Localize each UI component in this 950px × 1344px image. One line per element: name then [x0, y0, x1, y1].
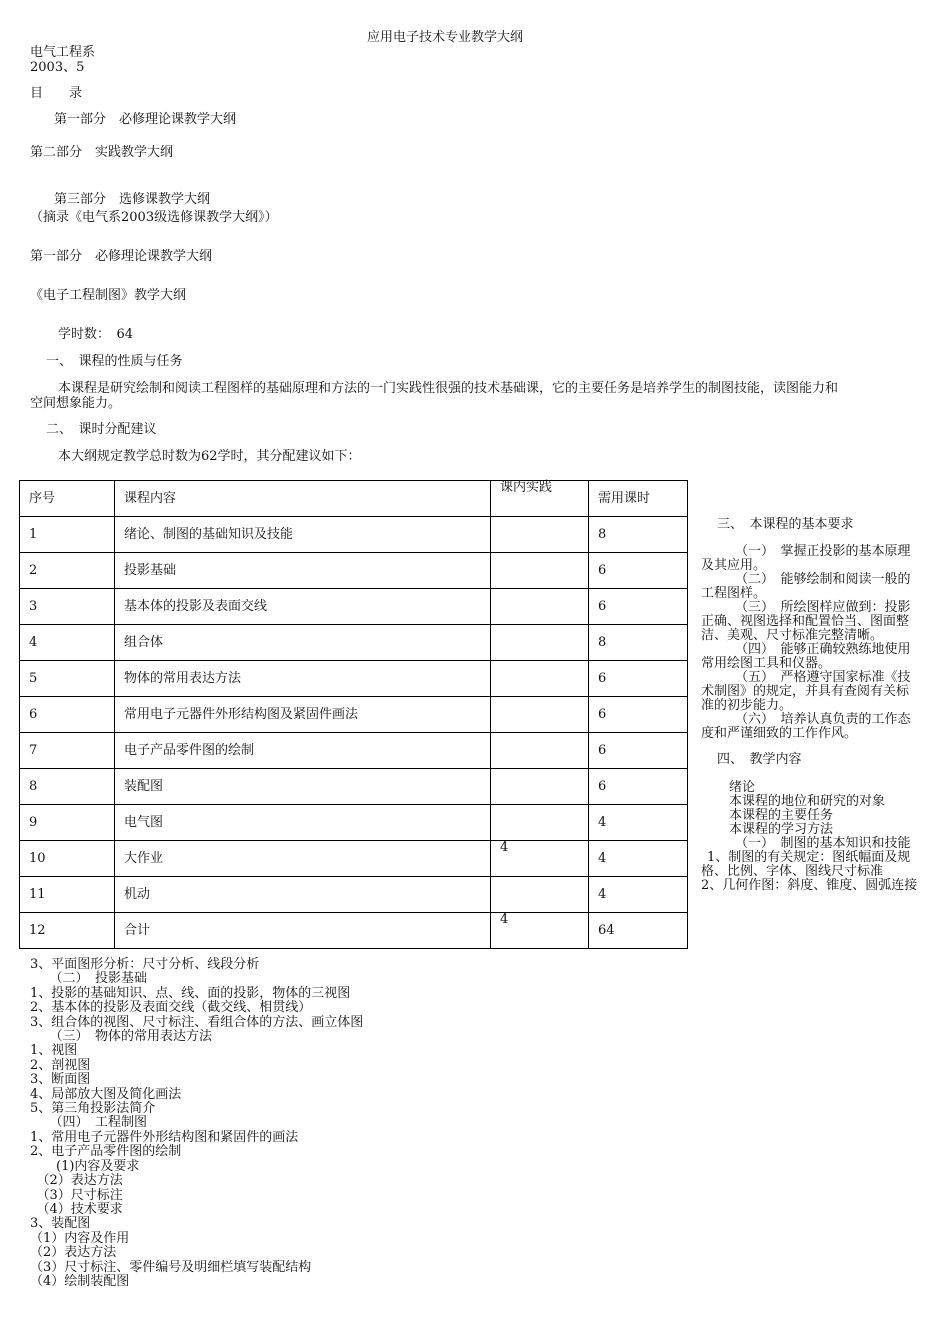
row-index: 9 — [20, 805, 115, 841]
requirement-item: （一） 掌握正投影的基本原理及其应用。 — [701, 544, 911, 573]
row-hours: 6 — [589, 661, 688, 697]
list-item: 2、电子产品零件图的绘制 — [30, 1144, 182, 1160]
row-practice — [491, 697, 589, 733]
row-practice — [491, 877, 589, 913]
table-row — [20, 625, 688, 661]
list-item: 3、组合体的视图、尺寸标注、看组合体的方法、画立体图 — [30, 1014, 364, 1030]
row-content: 合计 — [115, 913, 491, 949]
table-row — [20, 805, 688, 841]
section1-body-line1: 本课程是研究绘制和阅读工程图样的基础原理和方法的一门实践性很强的技术基础课，它的主要任务是培养学生的制图技能，读图能力和 — [58, 381, 839, 396]
list-item: （四） 工程制图 — [30, 1115, 148, 1131]
row-hours: 6 — [589, 769, 688, 805]
row-hours: 4 — [589, 877, 688, 913]
header-index: 序号 — [20, 481, 115, 517]
list-item: 4、局部放大图及简化画法 — [30, 1086, 182, 1102]
list-item: （4）技术要求 — [30, 1201, 123, 1217]
list-item: （二） 投影基础 — [30, 971, 148, 987]
list-item: （2）表达方法 — [30, 1245, 117, 1261]
row-index: 3 — [20, 589, 115, 625]
list-item: 2、基本体的投影及表面交线（截交线、相贯线） — [30, 1000, 312, 1016]
list-item: 1、常用电子元器件外形结构图和紧固件的画法 — [30, 1129, 299, 1145]
table-row — [20, 697, 688, 733]
requirement-item: （五） 严格遵守国家标准《技术制图》的规定，并具有查阅有关标准的初步能力。 — [701, 670, 911, 713]
requirement-item: （六） 培养认真负责的工作态度和严谨细致的工作作风。 — [701, 712, 911, 741]
row-hours: 4 — [589, 841, 688, 877]
intro-item: 本课程的主要任务 — [729, 808, 834, 823]
row-practice: 4 — [491, 913, 589, 949]
table-row — [20, 553, 688, 589]
section-part1-heading: 第一部分 必修理论课教学大纲 — [30, 249, 213, 264]
row-index: 7 — [20, 733, 115, 769]
row-hours: 8 — [589, 517, 688, 553]
toc-part1: 第一部分 必修理论课教学大纲 — [54, 112, 237, 127]
section1-body-line2: 空间想象能力。 — [30, 396, 122, 411]
row-index: 6 — [20, 697, 115, 733]
hours-allocation-table — [19, 480, 688, 949]
row-practice — [491, 769, 589, 805]
right-column — [701, 518, 919, 893]
row-practice — [491, 733, 589, 769]
list-item: （4）绘制装配图 — [30, 1273, 130, 1289]
table-header-row — [20, 481, 688, 517]
row-index: 4 — [20, 625, 115, 661]
row-index: 12 — [20, 913, 115, 949]
row-practice: 4 — [491, 841, 589, 877]
row-practice — [491, 661, 589, 697]
section1-heading: 一、 课程的性质与任务 — [46, 354, 183, 369]
row-index: 11 — [20, 877, 115, 913]
course-hours: 学时数： 64 — [58, 327, 134, 342]
intro-item: 本课程的学习方法 — [729, 822, 834, 837]
section2-heading: 二、 课时分配建议 — [46, 422, 157, 437]
list-item: 1、投影的基础知识、点、线、面的投影，物体的三视图 — [30, 985, 351, 1001]
list-item: （2）表达方法 — [30, 1173, 123, 1189]
row-hours: 6 — [589, 697, 688, 733]
table-row — [20, 769, 688, 805]
row-practice — [491, 553, 589, 589]
unit1-item: 1、制图的有关规定：图纸幅面及规格、比例、字体、图线尺寸标准 — [701, 850, 911, 879]
toc-part3: 第三部分 选修课教学大纲 — [54, 192, 211, 207]
row-practice — [491, 589, 589, 625]
section4-heading: 四、 教学内容 — [717, 752, 802, 767]
table-row — [20, 589, 688, 625]
list-item: 3、断面图 — [30, 1072, 91, 1088]
department: 电气工程系 — [30, 45, 96, 60]
requirement-item: （二） 能够绘制和阅读一般的工程图样。 — [701, 572, 911, 601]
table-row — [20, 877, 688, 913]
row-hours: 6 — [589, 589, 688, 625]
list-item: 1、视图 — [30, 1043, 78, 1059]
list-item: （3）尺寸标注 — [30, 1187, 123, 1203]
row-hours: 8 — [589, 625, 688, 661]
course-title: 《电子工程制图》教学大纲 — [30, 288, 187, 303]
row-content: 投影基础 — [115, 553, 491, 589]
row-content: 装配图 — [115, 769, 491, 805]
toc-part2: 第二部分 实践教学大纲 — [30, 145, 174, 160]
row-practice — [491, 625, 589, 661]
row-content: 组合体 — [115, 625, 491, 661]
table-row — [20, 733, 688, 769]
unit1-item: 2、几何作图：斜度、锥度、圆弧连接 — [701, 878, 918, 893]
row-index: 5 — [20, 661, 115, 697]
row-content: 电子产品零件图的绘制 — [115, 733, 491, 769]
row-content: 电气图 — [115, 805, 491, 841]
table-row — [20, 517, 688, 553]
list-item: 5、第三角投影法简介 — [30, 1101, 156, 1117]
row-index: 2 — [20, 553, 115, 589]
row-index: 10 — [20, 841, 115, 877]
row-content: 机动 — [115, 877, 491, 913]
list-item: （三） 物体的常用表达方法 — [30, 1029, 213, 1045]
row-content: 大作业 — [115, 841, 491, 877]
row-practice — [491, 517, 589, 553]
row-hours: 64 — [589, 913, 688, 949]
teaching-content-list — [30, 958, 363, 1289]
row-content: 绪论、制图的基础知识及技能 — [115, 517, 491, 553]
row-practice — [491, 805, 589, 841]
row-index: 8 — [20, 769, 115, 805]
list-item: （3）尺寸标注、零件编号及明细栏填写装配结构 — [30, 1259, 312, 1275]
header-hours: 需用课时 — [589, 481, 688, 517]
list-item: 3、平面图形分析：尺寸分析、线段分析 — [30, 957, 260, 972]
unit1-heading: （一） 制图的基本知识和技能 — [735, 836, 911, 851]
toc-heading: 目 录 — [30, 86, 83, 101]
list-item: （1）内容及作用 — [30, 1230, 130, 1246]
list-item: 3、装配图 — [30, 1216, 91, 1232]
header-practice: 课内实践 — [491, 481, 589, 517]
intro-heading: 绪论 — [729, 780, 756, 795]
list-item: 2、剖视图 — [30, 1057, 91, 1073]
toc-part3-note: （摘录《电气系2003级选修课教学大纲》） — [30, 210, 278, 225]
intro-item: 本课程的地位和研究的对象 — [729, 794, 886, 809]
row-content: 常用电子元器件外形结构图及紧固件画法 — [115, 697, 491, 733]
requirement-item: （三） 所绘图样应做到：投影正确、视图选择和配置恰当、图面整洁、美观、尺寸标准完整清晰。 — [701, 600, 911, 643]
section2-body: 本大纲规定教学总时数为62学时，其分配建议如下： — [58, 449, 361, 464]
row-content: 物体的常用表达方法 — [115, 661, 491, 697]
row-content: 基本体的投影及表面交线 — [115, 589, 491, 625]
row-index: 1 — [20, 517, 115, 553]
section3-heading: 三、 本课程的基本要求 — [717, 517, 854, 532]
table-row — [20, 913, 688, 949]
table-row — [20, 661, 688, 697]
list-item: (1)内容及要求 — [30, 1158, 140, 1174]
table-row — [20, 841, 688, 877]
date: 2003、5 — [30, 60, 85, 75]
row-hours: 4 — [589, 805, 688, 841]
header-content: 课程内容 — [115, 481, 491, 517]
requirement-item: （四） 能够正确较熟练地使用常用绘图工具和仪器。 — [701, 642, 911, 671]
row-hours: 6 — [589, 733, 688, 769]
row-hours: 6 — [589, 553, 688, 589]
document-title: 应用电子技术专业教学大纲 — [366, 30, 523, 45]
